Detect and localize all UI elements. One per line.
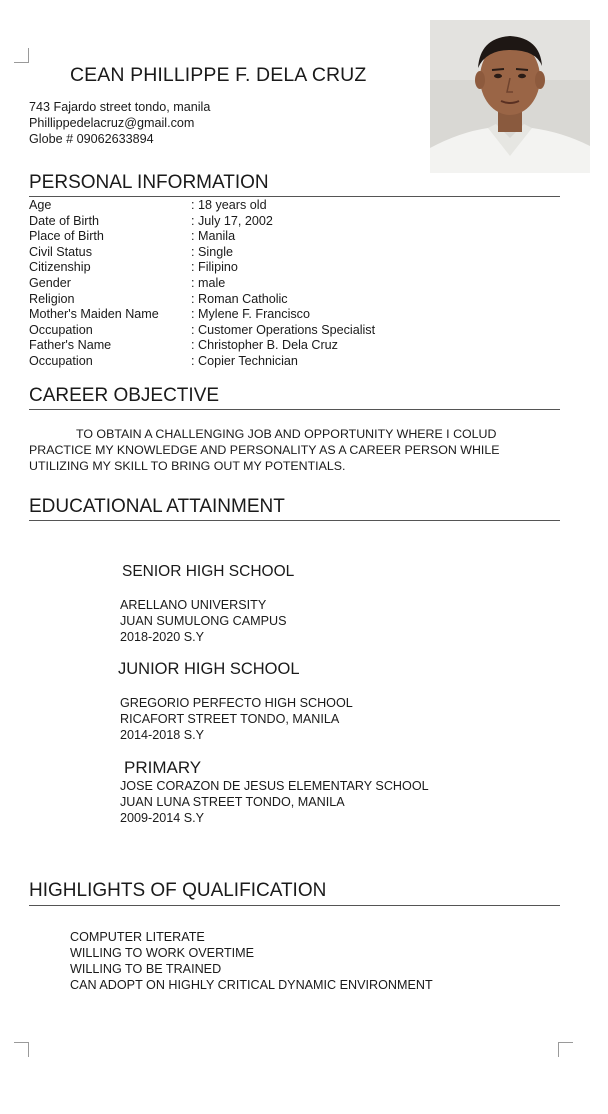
info-value: : Christopher B. Dela Cruz [191, 338, 338, 354]
info-label: Gender [29, 275, 72, 290]
email-line: Phillippedelacruz@gmail.com [29, 116, 195, 130]
highlights-list [70, 929, 433, 993]
list-item: CAN ADOPT ON HIGHLY CRITICAL DYNAMIC ENVIRONMENT [70, 978, 433, 992]
school-name: JOSE CORAZON DE JESUS ELEMENTARY SCHOOL [120, 779, 429, 793]
profile-photo [430, 20, 590, 173]
info-label: Occupation [29, 353, 93, 368]
info-value: : Copier Technician [191, 354, 298, 370]
page-corner-mark-bottom-left [14, 1042, 29, 1057]
education-title: EDUCATIONAL ATTAINMENT [29, 496, 285, 517]
list-item: WILLING TO WORK OVERTIME [70, 946, 255, 960]
school-address: RICAFORT STREET TONDO, MANILA [120, 712, 340, 726]
info-label: Religion [29, 291, 75, 306]
info-row-date-of-birth [29, 214, 375, 230]
school-name: GREGORIO PERFECTO HIGH SCHOOL [120, 696, 353, 710]
career-objective-text: TO OBTAIN A CHALLENGING JOB AND OPPORTUNITY WHERE I COLUD PRACTICE MY KNOWLEDGE AND PERSONALITY AS A CAREER PERSON WHILE UTILIZING MY SKILL TO BRING OUT MY POTENTIALS. [29, 427, 500, 473]
info-label: Citizenship [29, 260, 91, 275]
info-row-mother-occupation [29, 323, 375, 339]
section-divider [29, 196, 560, 197]
junior-high-details [120, 695, 353, 743]
info-value: : male [191, 276, 225, 292]
info-row-place-of-birth [29, 229, 375, 245]
section-divider [29, 520, 560, 521]
info-value: : Single [191, 245, 233, 261]
info-label: Place of Birth [29, 229, 104, 244]
info-label: Father's Name [29, 338, 112, 353]
info-label: Mother's Maiden Name [29, 307, 159, 322]
info-row-gender [29, 276, 375, 292]
contact-block [29, 99, 210, 147]
info-value: : July 17, 2002 [191, 214, 273, 230]
page-corner-mark-bottom-right [558, 1042, 573, 1057]
school-years: 2018-2020 S.Y [120, 630, 205, 644]
primary-heading: PRIMARY [124, 758, 202, 777]
applicant-name: CEAN PHILLIPPE F. DELA CRUZ [70, 64, 367, 86]
info-value: : Manila [191, 229, 235, 245]
section-divider [29, 409, 560, 410]
info-label: Civil Status [29, 244, 92, 259]
list-item: COMPUTER LITERATE [70, 930, 205, 944]
senior-high-details [120, 597, 287, 645]
highlights-title: HIGHLIGHTS OF QUALIFICATION [29, 880, 327, 901]
career-objective-title: CAREER OBJECTIVE [29, 385, 220, 406]
info-value: : 18 years old [191, 198, 267, 214]
phone-line: Globe # 09062633894 [29, 132, 154, 146]
info-row-fathers-name [29, 338, 375, 354]
info-row-religion [29, 292, 375, 308]
junior-high-heading: JUNIOR HIGH SCHOOL [118, 660, 300, 678]
info-row-age [29, 198, 375, 214]
page-corner-mark-top-left [14, 48, 29, 63]
school-campus: JUAN SUMULONG CAMPUS [120, 614, 287, 628]
info-value: : Mylene F. Francisco [191, 307, 310, 323]
address-line: 743 Fajardo street tondo, manila [29, 100, 211, 114]
section-divider [29, 905, 560, 906]
school-name: ARELLANO UNIVERSITY [120, 598, 267, 612]
info-label: Age [29, 198, 52, 212]
school-address: JUAN LUNA STREET TONDO, MANILA [120, 795, 345, 809]
personal-info-table [29, 198, 375, 370]
info-value: : Customer Operations Specialist [191, 323, 375, 339]
info-label: Occupation [29, 322, 93, 337]
info-label: Date of Birth [29, 213, 99, 228]
info-row-citizenship [29, 260, 375, 276]
school-years: 2009-2014 S.Y [120, 811, 205, 825]
info-row-mothers-maiden-name [29, 307, 375, 323]
primary-details [120, 778, 429, 826]
list-item: WILLING TO BE TRAINED [70, 962, 222, 976]
info-value: : Roman Catholic [191, 292, 288, 308]
info-row-father-occupation [29, 354, 375, 370]
senior-high-heading: SENIOR HIGH SCHOOL [122, 563, 295, 580]
info-value: : Filipino [191, 260, 238, 276]
personal-info-title: PERSONAL INFORMATION [29, 172, 269, 193]
info-row-civil-status [29, 245, 375, 261]
school-years: 2014-2018 S.Y [120, 728, 205, 742]
